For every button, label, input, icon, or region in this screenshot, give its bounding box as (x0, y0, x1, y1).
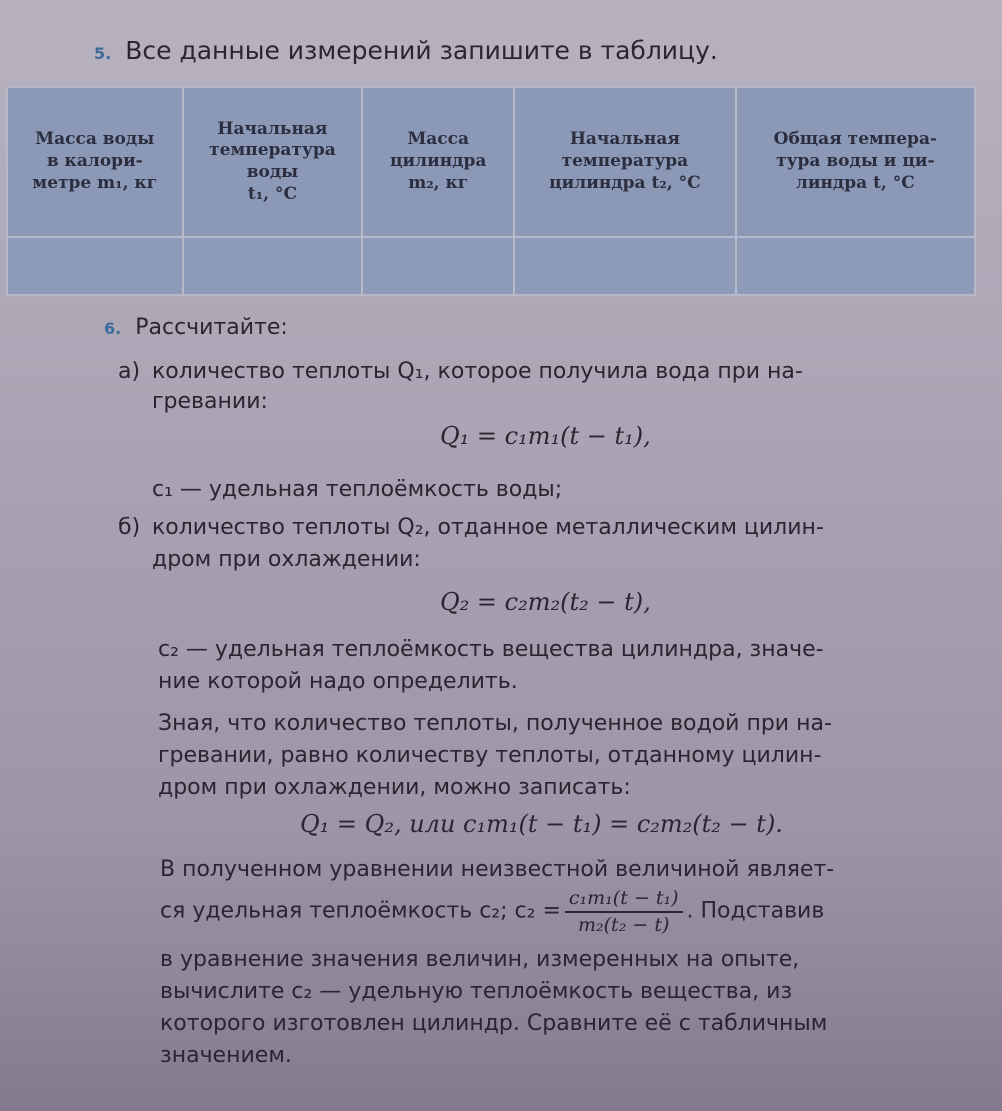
item-b-label: б) (118, 515, 141, 540)
header-line: линдра t, °C (795, 172, 915, 193)
paragraph-1-line-3: дром при охлаждении, можно записать: (158, 775, 631, 800)
header-line: Начальная (217, 118, 328, 139)
fraction-numerator: c₁m₁(t − t₁) (565, 886, 683, 913)
header-line: метре m₁, кг (32, 172, 158, 193)
header-line: тура воды и ци- (776, 151, 935, 172)
formula-q2: Q₂ = c₂m₂(t₂ − t), (440, 588, 651, 616)
paragraph-2-line-5: которого изготовлен цилиндр. Сравните её с табличным (160, 1011, 828, 1036)
c2-fraction (565, 886, 683, 937)
fraction-denominator: m₂(t₂ − t) (578, 913, 670, 936)
table-cell (736, 237, 975, 295)
header-cylinder-initial-temp (514, 87, 736, 237)
paragraph-2-line-1: В полученном уравнении неизвестной величиной являет- (160, 857, 835, 882)
task-5-text: Все данные измерений запишите в таблицу. (125, 36, 718, 65)
task-5-heading (94, 36, 718, 65)
c2-note-line-1: c₂ — удельная теплоёмкость вещества цилиндра, значе- (158, 637, 824, 662)
header-water-mass (7, 87, 183, 237)
header-line: m₂, кг (408, 172, 469, 193)
table-header-row (7, 87, 975, 237)
item-a-line-2: гревании: (152, 389, 268, 414)
item-b-line-2: дром при охлаждении: (152, 547, 421, 572)
table-empty-row (7, 237, 975, 295)
item-a-label: а) (118, 359, 141, 384)
table-cell (514, 237, 736, 295)
paragraph-1-line-1: Зная, что количество теплоты, полученное водой при на- (158, 711, 832, 736)
paragraph-2-line-4: вычислите c₂ — удельную теплоёмкость вещества, из (160, 979, 793, 1004)
header-line: цилиндра t₂, °C (549, 172, 701, 193)
header-line: Общая темпера- (773, 129, 938, 150)
header-line: Начальная (569, 129, 680, 150)
header-line: Масса воды (35, 129, 155, 150)
header-line: в калори- (46, 151, 143, 172)
c2-definition-start: ся удельная теплоёмкость c₂; c₂ = (160, 898, 561, 924)
header-line: цилиндра (390, 151, 487, 172)
c2-note-line-2: ние которой надо определить. (158, 669, 518, 694)
paragraph-1-line-2: гревании, равно количеству теплоты, отданному цилин- (158, 743, 822, 768)
c1-note: c₁ — удельная теплоёмкость воды; (152, 477, 563, 502)
header-line: температура (561, 151, 689, 172)
header-water-initial-temp (183, 87, 363, 237)
formula-q1: Q₁ = c₁m₁(t − t₁), (440, 422, 651, 450)
paragraph-2-line-2 (160, 886, 824, 937)
formula-balance: Q₁ = Q₂, или c₁m₁(t − t₁) = c₂m₂(t₂ − t). (300, 810, 783, 838)
task-6-title: Рассчитайте: (135, 315, 288, 340)
measurements-table (6, 86, 976, 296)
header-line: t₁, °C (247, 183, 298, 204)
header-line: воды (246, 162, 299, 182)
task-6-number: 6. (104, 319, 122, 338)
header-line: температура (209, 140, 336, 161)
header-common-temp (736, 87, 975, 237)
task-6-heading (104, 314, 288, 343)
table-cell (7, 237, 183, 295)
item-b-line-1: количество теплоты Q₂, отданное металлическим цилин- (152, 515, 824, 540)
task-5-number: 5. (94, 44, 112, 63)
table-cell (362, 237, 514, 295)
c2-definition-end: . Подставив (686, 898, 825, 924)
header-cylinder-mass (362, 87, 514, 237)
paragraph-2-line-3: в уравнение значения величин, измеренных на опыте, (160, 947, 800, 972)
item-a-line-1: количество теплоты Q₁, которое получила вода при на- (152, 359, 803, 384)
paragraph-2-line-6: значением. (160, 1043, 292, 1068)
table-cell (183, 237, 363, 295)
header-line: Масса (407, 129, 469, 150)
